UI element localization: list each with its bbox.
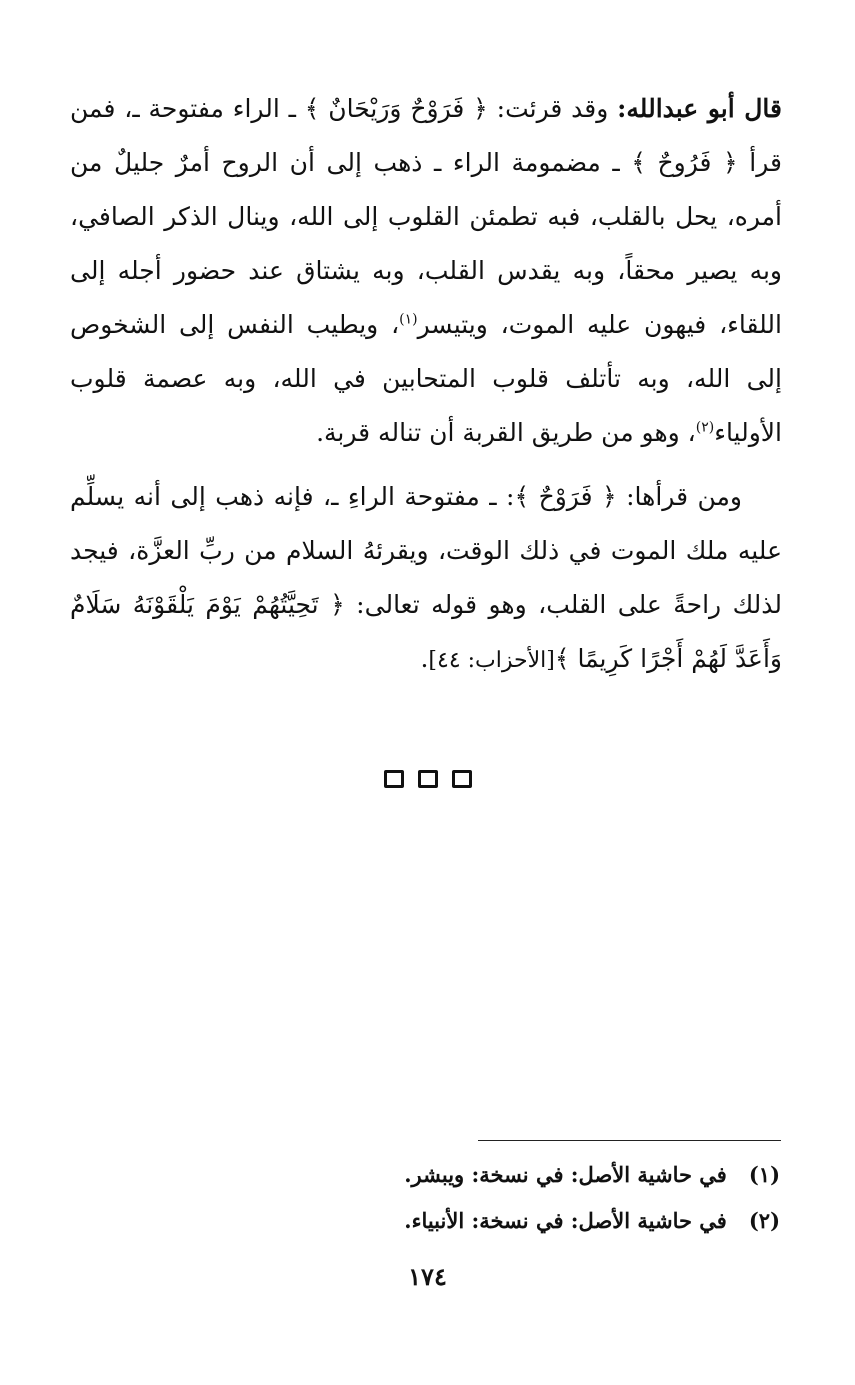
footnote-number: (٢) (748, 1208, 780, 1233)
footnote-number: (١) (748, 1162, 780, 1187)
text-segment: ـ مضمومة الراء ـ ذهب إلى أن الروح أمرٌ جليلٌ من أمره، يحل بالقلب، فبه تطمئن القلوب إلى الله، وينال الذكر الصافي، وبه يصير محقاً، وبه يقدس القلب، وبه يشتاق عند حضور أجله إلى اللقاء، فيهون عليه الموت، ويتيسر (70, 148, 782, 339)
page-number: ١٧٤ (408, 1262, 447, 1291)
speaker-name: قال أبو عبدالله: (617, 94, 782, 123)
text-segment: ، وهو من طريق القربة أن تناله قربة. (316, 418, 696, 447)
footnote-ref-2[interactable]: (٢) (695, 419, 715, 436)
text-segment: ومن قرأها: (616, 482, 743, 511)
paragraph-2 (70, 470, 782, 688)
footnote-divider (478, 1140, 781, 1141)
text-segment: . (420, 644, 429, 673)
footnotes (180, 1152, 780, 1244)
quran-quote: ﴿ فَرَوْحٌ ﴾ (514, 482, 617, 511)
quran-quote: ﴿ فَرُوحٌ ﴾ (631, 148, 738, 177)
square-ornament-icon (418, 770, 438, 788)
text-segment: ـ الراء مفتوحة ـ، فمن قرأ (70, 94, 782, 177)
main-text (70, 82, 782, 688)
footnote-text: في حاشية الأصل: في نسخة: ويبشر. (404, 1162, 727, 1187)
text-segment: ، ويطيب النفس إلى الشخوص إلى الله، وبه تأتلف قلوب المتحابين في الله، وبه عصمة قلوب الأولياء (70, 310, 782, 447)
footnote-1 (180, 1152, 780, 1198)
quran-quote: ﴿ فَرَوْحٌ وَرَيْحَانٌ ﴾ (304, 94, 488, 123)
verse-reference: [الأحزاب: ٤٤] (428, 648, 555, 673)
footnote-2 (180, 1198, 780, 1244)
square-ornament-icon (384, 770, 404, 788)
text-segment: : ـ مفتوحة الراءِ ـ، فإنه ذهب إلى أنه يسلِّم عليه ملك الموت في ذلك الوقت، ويقرئهُ السلام من ربِّ العزَّة، فيجد لذلك راحةً على القلب، وهو قوله تعالى: (70, 482, 782, 619)
text-segment: وقد قرئت: (487, 94, 618, 123)
square-ornament-icon (452, 770, 472, 788)
section-separator-icon (0, 770, 855, 788)
footnote-ref-1[interactable]: (١) (399, 311, 418, 328)
quran-quote: ﴿ تَحِيَّتُهُمْ يَوْمَ يَلْقَوْنَهُ سَلَامٌ وَأَعَدَّ لَهُمْ أَجْرًا كَرِيمًا ﴾ (70, 590, 782, 673)
footnote-text: في حاشية الأصل: في نسخة: الأنبياء. (404, 1208, 727, 1233)
paragraph-1 (70, 82, 782, 460)
